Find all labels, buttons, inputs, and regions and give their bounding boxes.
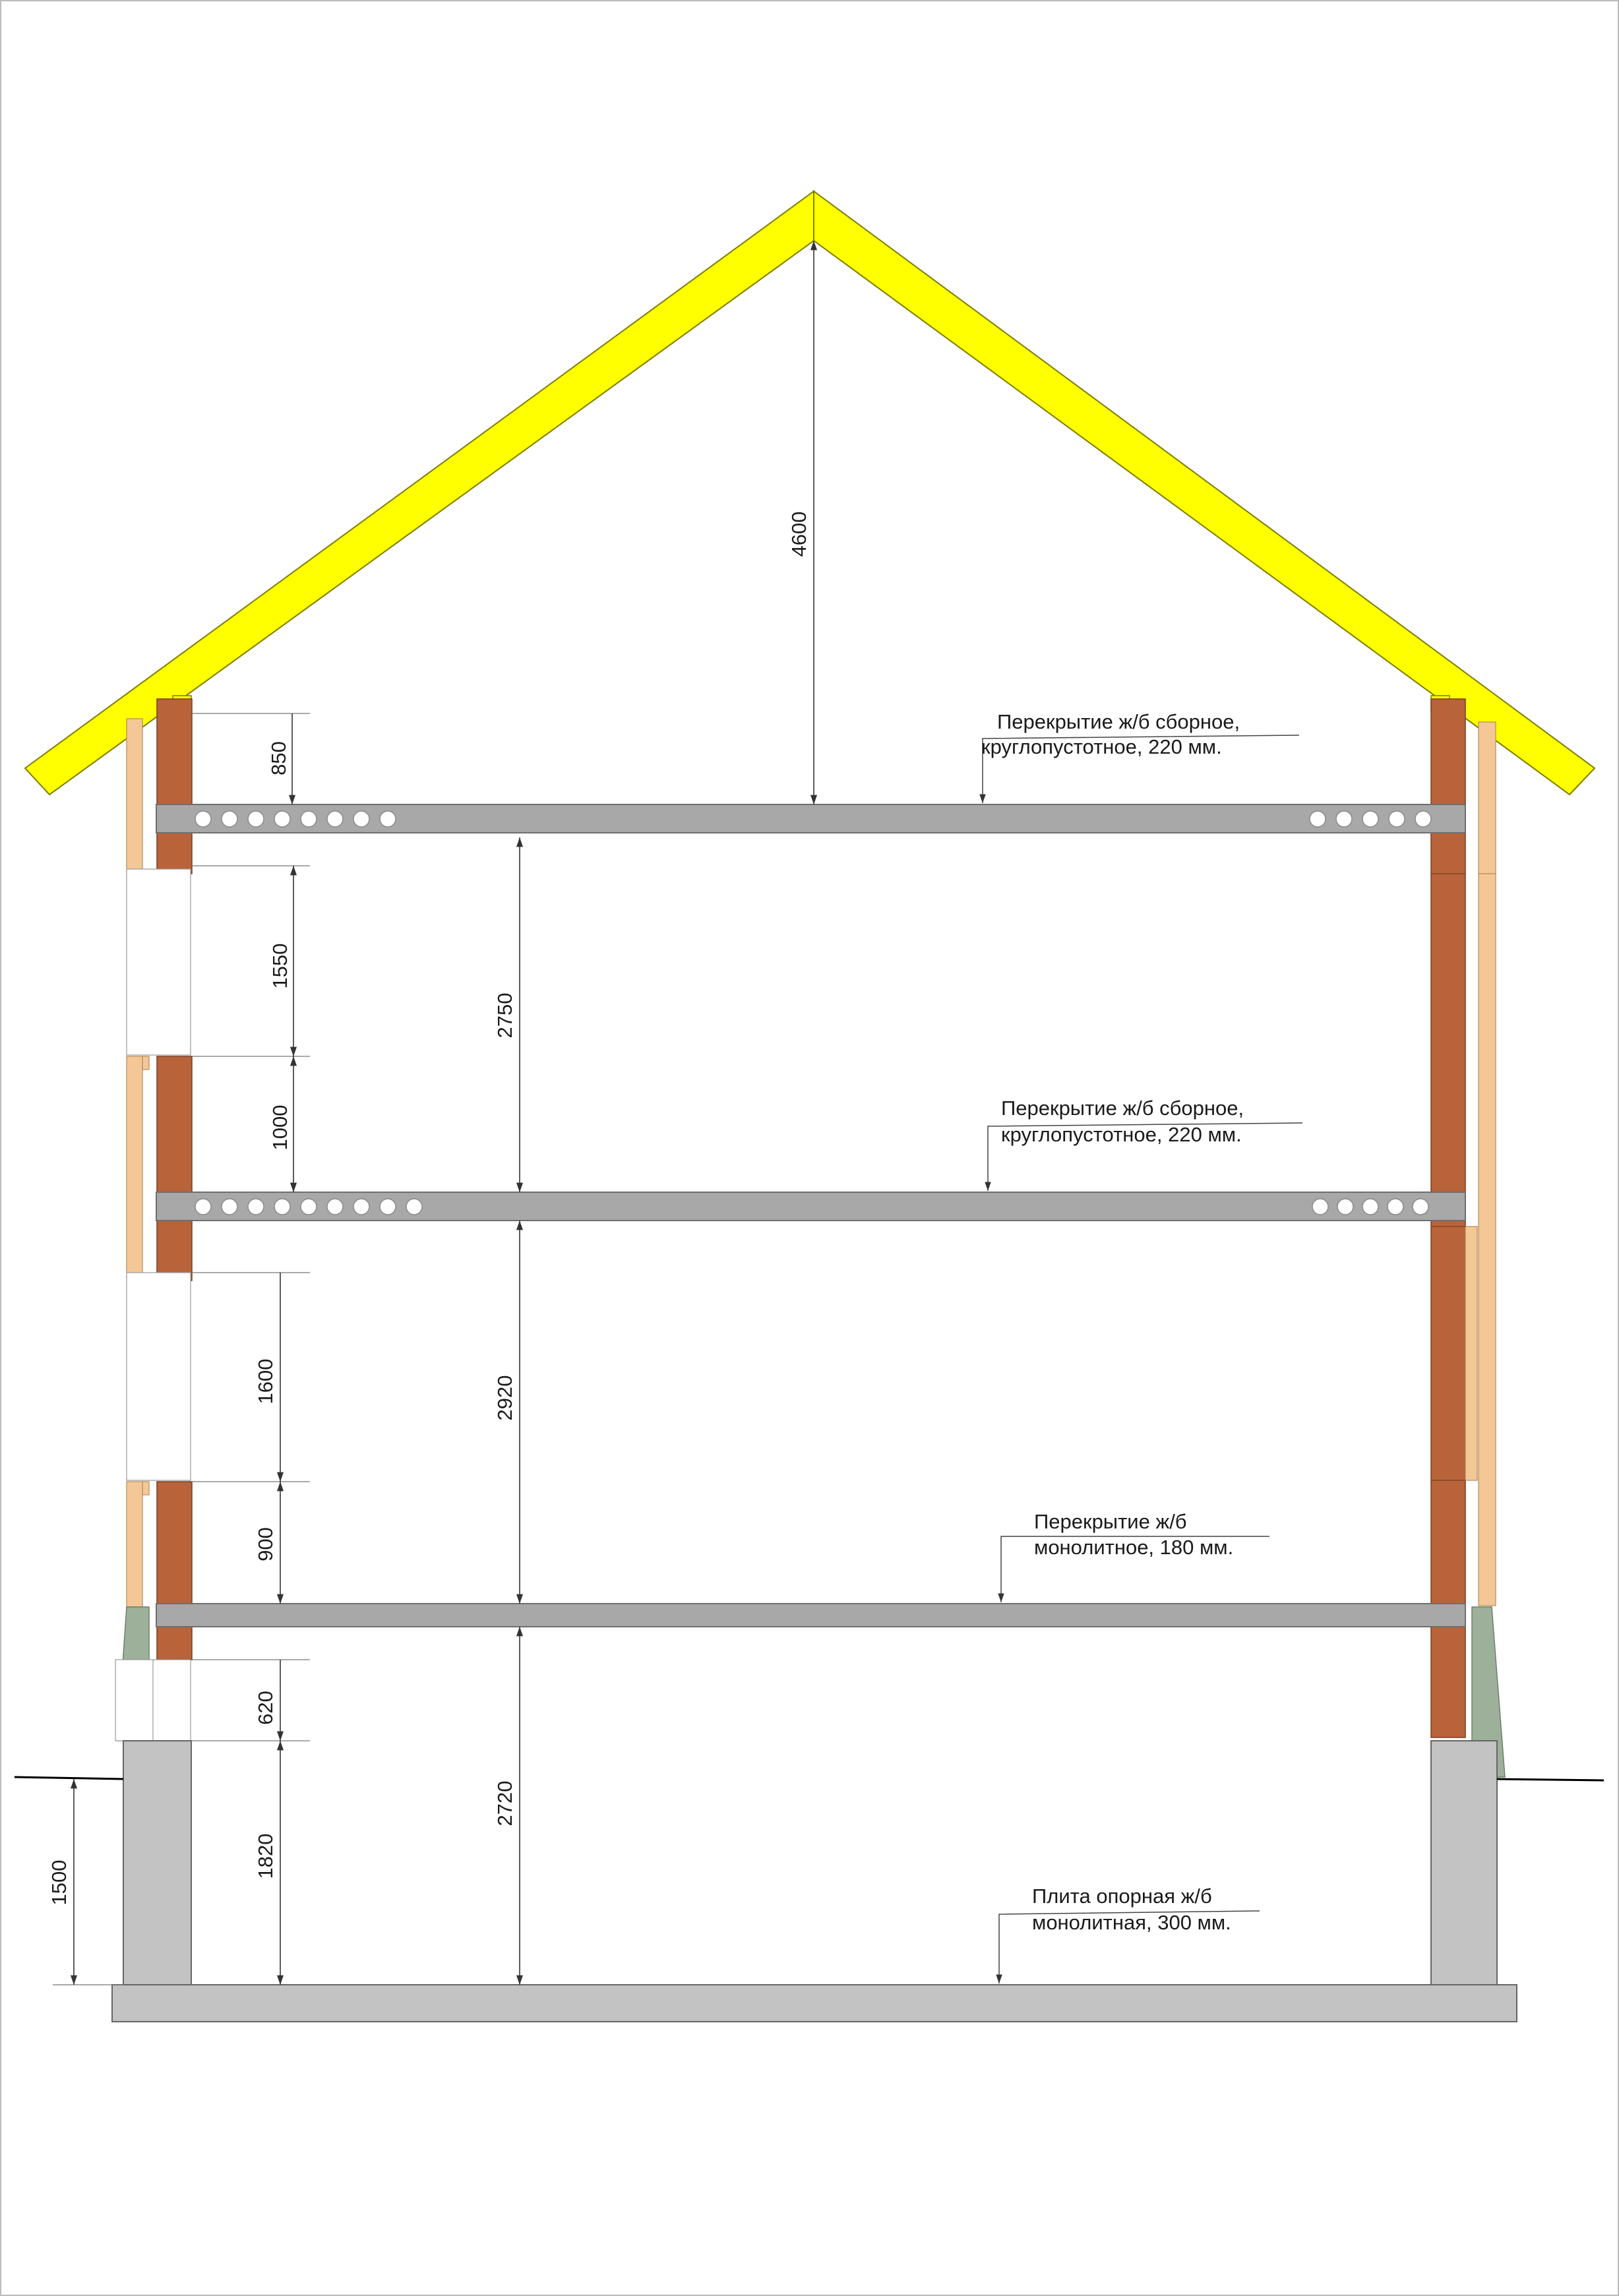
left-cladding-trim-floor2 xyxy=(142,1056,149,1070)
slab-attic xyxy=(156,804,1465,833)
roof-left-slope xyxy=(25,191,814,795)
right-wall xyxy=(1431,699,1505,1985)
roof xyxy=(25,191,1595,795)
annotation-slab-ground-line1: Перекрытие ж/б xyxy=(1034,1510,1187,1533)
ground-line-left xyxy=(15,1777,123,1779)
slab-floor2 xyxy=(156,1192,1465,1221)
annotation-base-plate-line2: монолитная, 300 мм. xyxy=(1032,1911,1231,1934)
left-wall xyxy=(115,699,192,1985)
left-window-floor1 xyxy=(127,1273,191,1480)
right-cladding-strip xyxy=(1465,1226,1477,1480)
left-cladding-attic xyxy=(127,719,142,874)
ground-line-right xyxy=(1497,1779,1604,1780)
dim-basement-window: 620 xyxy=(254,1691,277,1725)
annotation-slab-mid-line2: круглопустотное, 220 мм. xyxy=(1001,1123,1242,1146)
dim-ridge-height: 4600 xyxy=(787,511,810,557)
annotation-slab-mid-line1: Перекрытие ж/б сборное, xyxy=(1001,1097,1244,1120)
dim-floor1-window: 1600 xyxy=(254,1358,277,1405)
annotation-base-plate xyxy=(999,1885,1260,1983)
dim-ground-depth: 1500 xyxy=(47,1859,71,1906)
annotation-slab-mid xyxy=(988,1097,1302,1191)
annotation-base-plate-line1: Плита опорная ж/б xyxy=(1032,1885,1212,1908)
dim-basement-height: 2720 xyxy=(493,1780,516,1827)
left-window-floor2 xyxy=(127,869,191,1055)
left-cladding-trim-floor1 xyxy=(142,1482,149,1495)
slab-floor2-holes-left xyxy=(195,1199,422,1215)
page-border xyxy=(1,1,1618,2295)
dim-basement-lower: 1820 xyxy=(254,1833,277,1879)
right-cladding-upper xyxy=(1479,722,1496,874)
dim-floor1-sill: 900 xyxy=(254,1527,277,1561)
left-cladding-floor2 xyxy=(127,1056,142,1281)
slab-floor1-monolithic xyxy=(156,1604,1465,1627)
annotation-slab-top-line2: круглопустотное, 220 мм. xyxy=(981,735,1222,758)
roof-right-slope xyxy=(814,191,1595,795)
dim-attic-knee: 850 xyxy=(267,741,290,775)
left-foundation-wall xyxy=(123,1741,191,1985)
left-wall-floor1 xyxy=(157,1482,192,1607)
slabs xyxy=(112,804,1517,2022)
left-wall-attic xyxy=(157,699,192,874)
right-foundation-wall xyxy=(1431,1741,1497,1985)
dim-floor2-height: 2750 xyxy=(493,992,516,1039)
dim-floor1-height: 2920 xyxy=(493,1375,516,1421)
dim-floor2-sill: 1000 xyxy=(268,1104,291,1151)
left-wall-floor2 xyxy=(157,1056,192,1281)
annotation-slab-ground-line2: монолитное, 180 мм. xyxy=(1034,1536,1234,1559)
left-cladding-floor1 xyxy=(127,1482,142,1607)
base-plate xyxy=(112,1985,1517,2022)
annotation-slab-ground xyxy=(1001,1510,1269,1602)
annotation-slab-top-line1: Перекрытие ж/б сборное, xyxy=(997,710,1240,733)
dim-floor2-window: 1550 xyxy=(268,943,291,989)
ground-level xyxy=(15,1777,1604,1780)
right-cladding-lower xyxy=(1479,874,1496,1606)
annotation-slab-top xyxy=(981,710,1299,803)
